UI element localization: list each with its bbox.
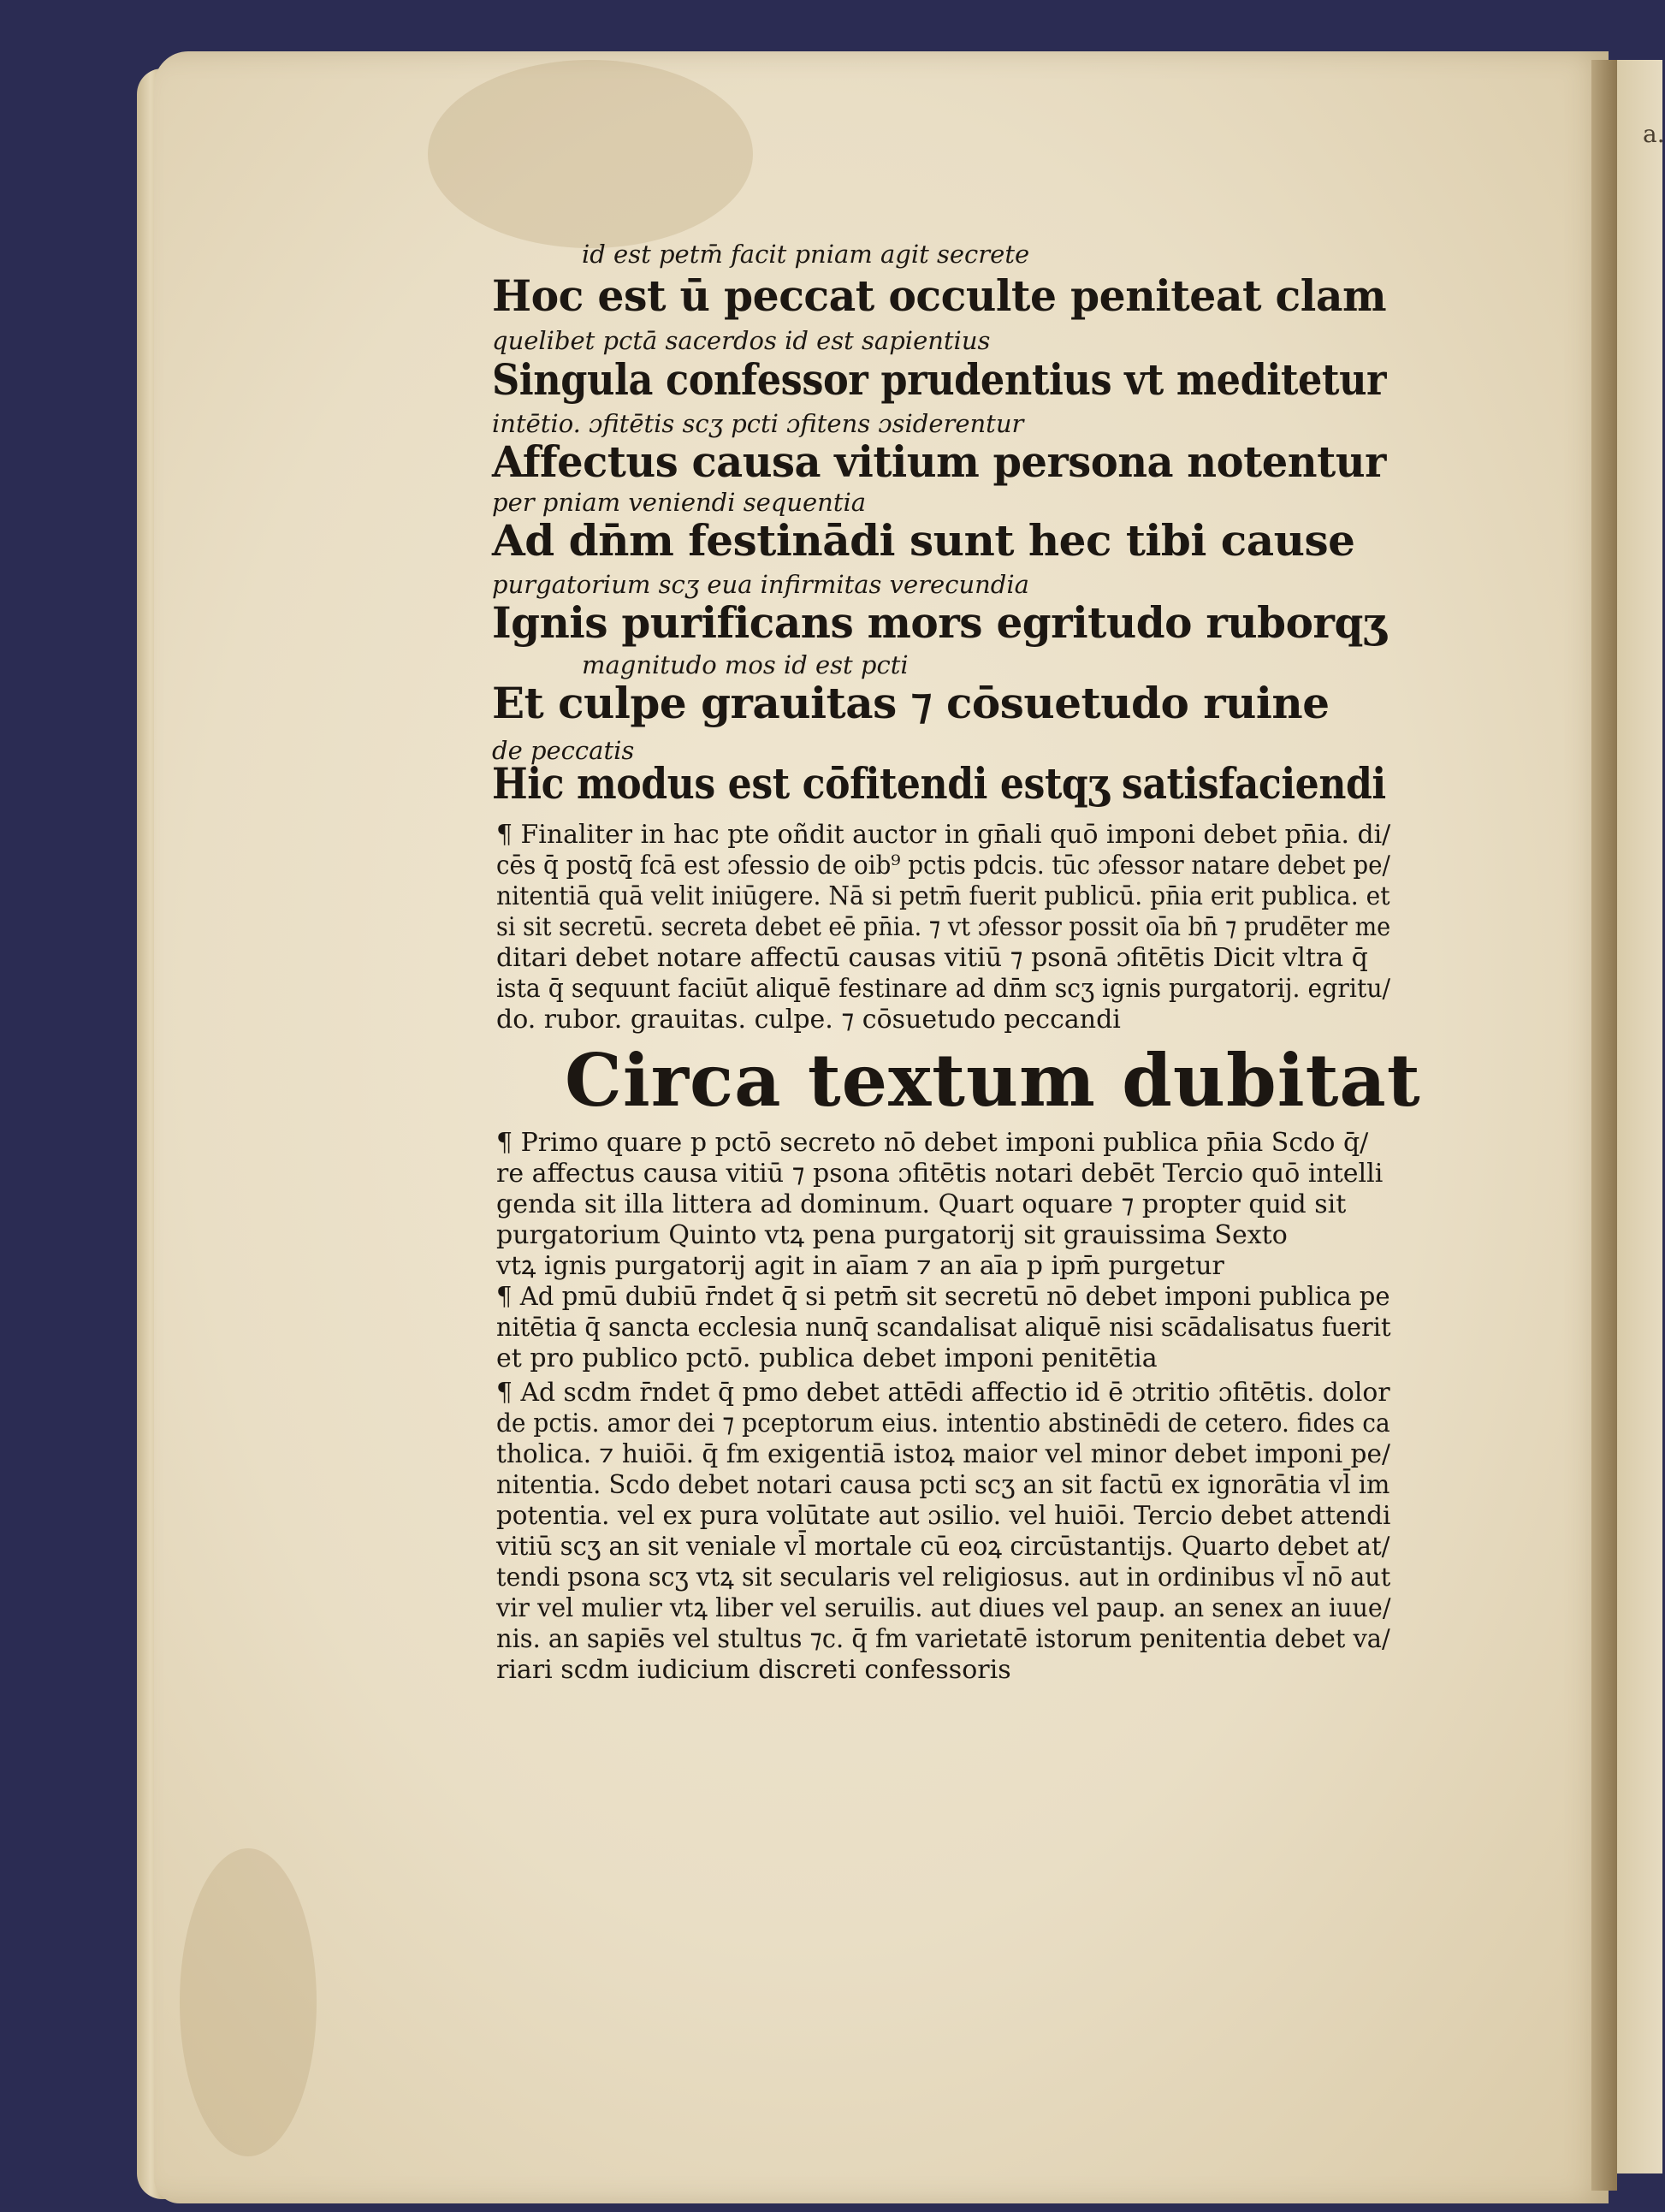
gloss-line: de peccatis	[492, 736, 635, 765]
text-line: tholica. ⁊ huiōi. q̄ fm exigentiā istoꝝ maior vel minor debet imponi pe/	[496, 1439, 1390, 1469]
gloss-line: per pniam veniendi sequentia	[492, 488, 867, 517]
text-line: tendi psona scʒ vtꝝ sit secularis vel religiosus. aut in ordinibus vl̄ nō aut	[496, 1563, 1391, 1592]
text-line: ¶ Finaliter in hac pte oñdit auctor in gn̄ali quō imponi debet pn̄ia. di/	[496, 820, 1391, 850]
text-line: cēs q̄ postq̄ fcā est ɔfessio de oib⁹ pctis pdcis. tūc ɔfessor natare debet pe/	[496, 851, 1390, 881]
text-line: si sit secretū. secreta debet eē pn̄ia. ⁊ vt ɔfessor possit oīa bn̄ ⁊ prudēter me	[496, 912, 1391, 942]
folio-mark: a.	[1643, 120, 1665, 148]
section-heading: Circa textum dubitat	[565, 1038, 1421, 1123]
text-line: de pctis. amor dei ⁊ pceptorum eius. intentio abstinēdi de cetero. fides ca	[496, 1408, 1390, 1438]
text-line: do. rubor. grauitas. culpe. ⁊ cōsuetudo peccandi	[496, 1005, 1121, 1035]
text-line: genda sit illa littera ad dominum. Quart oquare ⁊ propter quid sit	[496, 1189, 1347, 1219]
verse-line: Affectus causa vitium persona notentur	[492, 436, 1386, 487]
gloss-line: intētio. ɔfitētis scʒ pcti ɔfitens ɔsiderentur	[492, 409, 1024, 438]
text-line: nitētia q̄ sancta ecclesia nunq̄ scandalisat aliquē nisi scādalisatus fuerit	[496, 1313, 1391, 1343]
gloss-line: purgatorium scʒ eua infirmitas verecundia	[492, 570, 1029, 599]
text-line: vtꝝ ignis purgatorij agit in aīam ⁊ an aīa p ipm̄ purgetur	[496, 1251, 1224, 1281]
text-line: nis. an sapiēs vel stultus ⁊c. q̄ fm varietatē istorum penitentia debet va/	[496, 1624, 1390, 1654]
verse-line: Ignis purificans mors egritudo ruborqʒ	[492, 597, 1386, 648]
verse-line: Et culpe grauitas ⁊ cōsuetudo ruine	[492, 678, 1330, 728]
text-line: nitentiā quā velit iniūgere. Nā si petm̄ fuerit publicū. pn̄ia erit publica. et	[496, 881, 1390, 911]
text-line: ¶ Ad scdm r̄ndet q̄ pmo debet attēdi affectio id ē ɔtritio ɔfitētis. dolor	[496, 1378, 1390, 1408]
water-stain	[180, 1848, 317, 2156]
text-line: potentia. vel ex pura volūtate aut ɔsilio. vel huiōi. Tercio debet attendi	[496, 1501, 1391, 1531]
gloss-line: id est petm̄ facit pniam agit secrete	[582, 240, 1030, 269]
text-line: purgatorium Quinto vtꝝ pena purgatorij sit grauissima Sexto	[496, 1220, 1288, 1250]
text-line: ditari debet notare affectū causas vitiū ⁊ psonā ɔfitētis Dicit vltra q̄	[496, 943, 1368, 973]
water-stain	[428, 60, 753, 248]
text-line: nitentia. Scdo debet notari causa pcti scʒ an sit factū ex ignorātia vl̄ im	[496, 1470, 1390, 1500]
text-line: re affectus causa vitiū ⁊ psona ɔfitētis notari debēt Tercio quō intelli	[496, 1159, 1384, 1189]
verse-line: Hic modus est cōfitendi estqʒ satisfaciendi	[492, 758, 1386, 809]
gloss-line: magnitudo mos id est pcti	[582, 650, 909, 679]
text-line: riari scdm iudicium discreti confessoris	[496, 1655, 1011, 1685]
text-line: ¶ Primo quare p pctō secreto nō debet imponi publica pn̄ia Scdo q̄/	[496, 1128, 1369, 1158]
facing-page-edge	[1617, 60, 1662, 2173]
verse-line: Ad dn̄m festinādi sunt hec tibi cause	[492, 515, 1355, 566]
text-line: ¶ Ad pmū dubiū r̄ndet q̄ si petm̄ sit secretū nō debet imponi publica pe	[496, 1282, 1390, 1312]
gloss-line: quelibet pctā sacerdos id est sapientius	[492, 326, 991, 355]
verse-line: Hoc est ū peccat occulte peniteat clam	[492, 270, 1387, 321]
text-line: vir vel mulier vtꝝ liber vel seruilis. aut diues vel paup. an senex an iuue/	[496, 1593, 1391, 1623]
gutter	[1591, 60, 1617, 2191]
text-line: ista q̄ sequunt faciūt aliquē festinare ad dn̄m scʒ ignis purgatorij. egritu/	[496, 974, 1391, 1004]
verse-line: Singula confessor prudentius vt meditetur	[492, 354, 1387, 405]
text-line: et pro publico pctō. publica debet imponi penitētia	[496, 1343, 1158, 1373]
text-line: vitiū scʒ an sit veniale vl̄ mortale cū eoꝝ circūstantijs. Quarto debet at/	[496, 1532, 1390, 1562]
